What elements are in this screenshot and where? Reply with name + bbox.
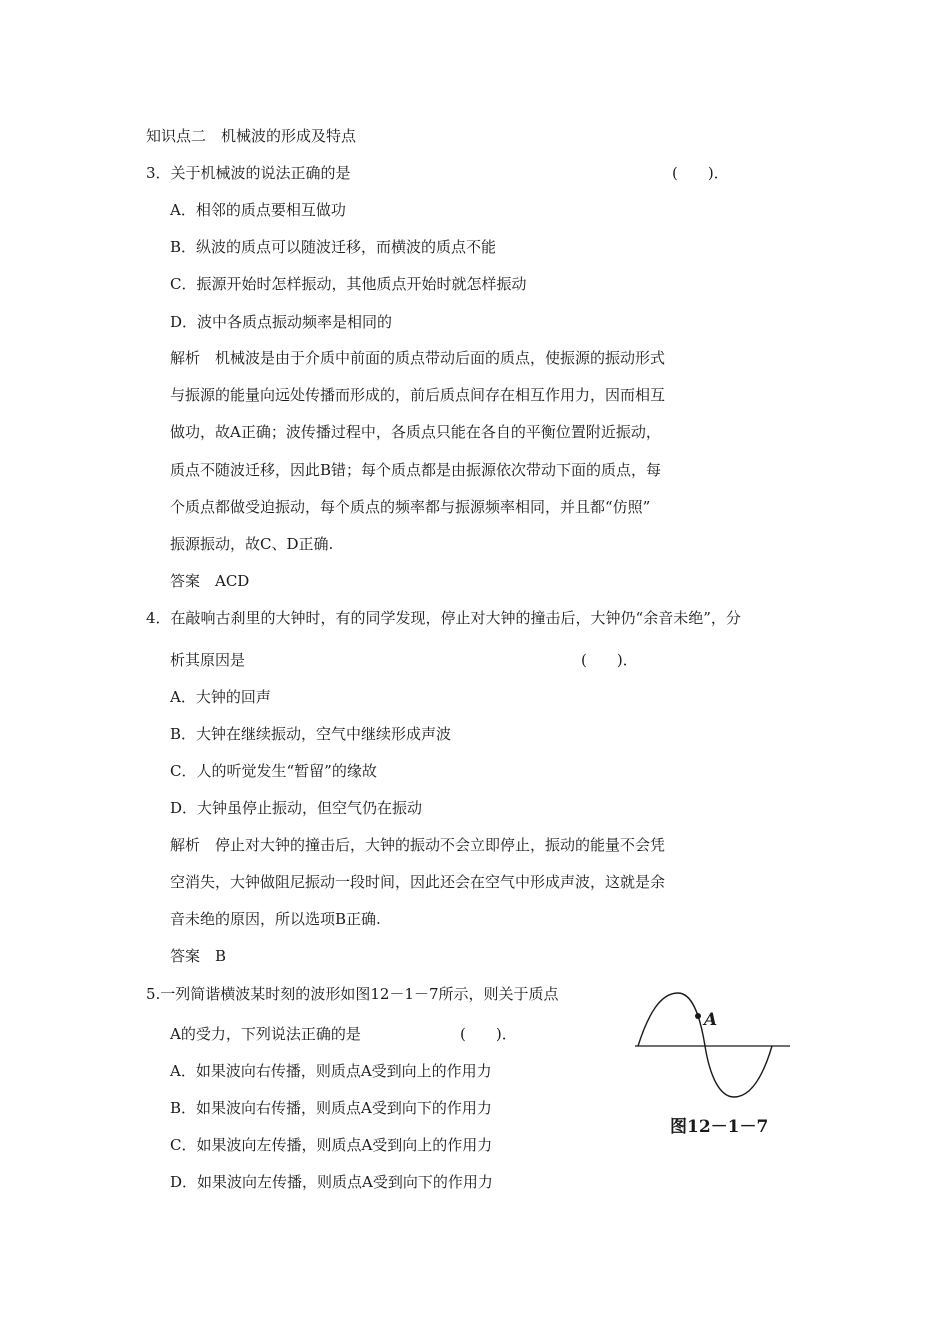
q4-analysis-line: 空消失，大钟做阻尼振动一段时间，因此还会在空气中形成声波，这就是余 [170,873,666,891]
q4-option-b: B．大钟在继续振动，空气中继续形成声波 [170,725,452,743]
figure-caption: 图12－1－7 [670,1117,769,1137]
q4-stem-line2: 析其原因是 [170,651,246,669]
particle-a-dot [695,1013,701,1019]
q3-option-c: C．振源开始时怎样振动，其他质点开始时就怎样振动 [170,275,527,293]
q3-option-a: A．相邻的质点要相互做功 [170,201,346,219]
section-title: 知识点二 机械波的形成及特点 [146,127,357,145]
q3-analysis-line: 与振源的能量向远处传播而形成的，前后质点间存在相互作用力，因而相互 [170,386,666,404]
q4-answer: 答案 B [170,947,227,965]
q3-answer-paren: ( )． [672,164,729,182]
q4-analysis-line: 解析 停止对大钟的撞击后，大钟的振动不会立即停止，振动的能量不会凭 [170,836,666,854]
q5-option-d: D．如果波向左传播，则质点A受到向下的作用力 [170,1173,493,1191]
q3-analysis-line: 质点不随波迁移，因此B错；每个质点都是由振源依次带动下面的质点，每 [170,461,662,479]
q5-stem-line1: 5.一列简谐横波某时刻的波形如图12－1－7所示，则关于质点 [146,985,559,1003]
q4-option-d: D．大钟虽停止振动，但空气仍在振动 [170,799,423,817]
q3-answer: 答案 ACD [170,572,250,590]
q3-option-b: B．纵波的质点可以随波迁移，而横波的质点不能 [170,238,497,256]
q4-analysis-line: 音未绝的原因，所以选项B正确. [170,910,381,928]
wave-curve [638,993,772,1097]
particle-a-label: A [704,1010,718,1030]
q3-analysis-line: 解析 机械波是由于介质中前面的质点带动后面的质点，使振源的振动形式 [170,349,666,367]
q5-answer-paren: ( )． [460,1025,517,1043]
q5-option-c: C．如果波向左传播，则质点A受到向上的作用力 [170,1136,493,1154]
q3-option-d: D．波中各质点振动频率是相同的 [170,313,393,331]
q4-answer-paren: ( )． [581,651,638,669]
q3-analysis-line: 做功，故A正确；波传播过程中，各质点只能在各自的平衡位置附近振动， [170,423,661,441]
q3-analysis-line: 振源振动，故C、D正确. [170,535,334,553]
q4-stem-line1: 4．在敲响古刹里的大钟时，有的同学发现，停止对大钟的撞击后，大钟仍“余音未绝”，分 [146,609,741,627]
q3-analysis-line: 个质点都做受迫振动，每个质点的频率都与振源频率相同，并且都“仿照” [170,498,651,516]
q4-option-c: C．人的听觉发生“暂留”的缘故 [170,762,377,780]
q5-option-b: B．如果波向右传播，则质点A受到向下的作用力 [170,1099,492,1117]
q5-option-a: A．如果波向右传播，则质点A受到向上的作用力 [170,1062,492,1080]
q5-stem-line2: A的受力，下列说法正确的是 [170,1025,361,1043]
wave-figure [630,985,800,1105]
q4-option-a: A．大钟的回声 [170,688,271,706]
q3-stem: 3．关于机械波的说法正确的是 [146,164,351,182]
